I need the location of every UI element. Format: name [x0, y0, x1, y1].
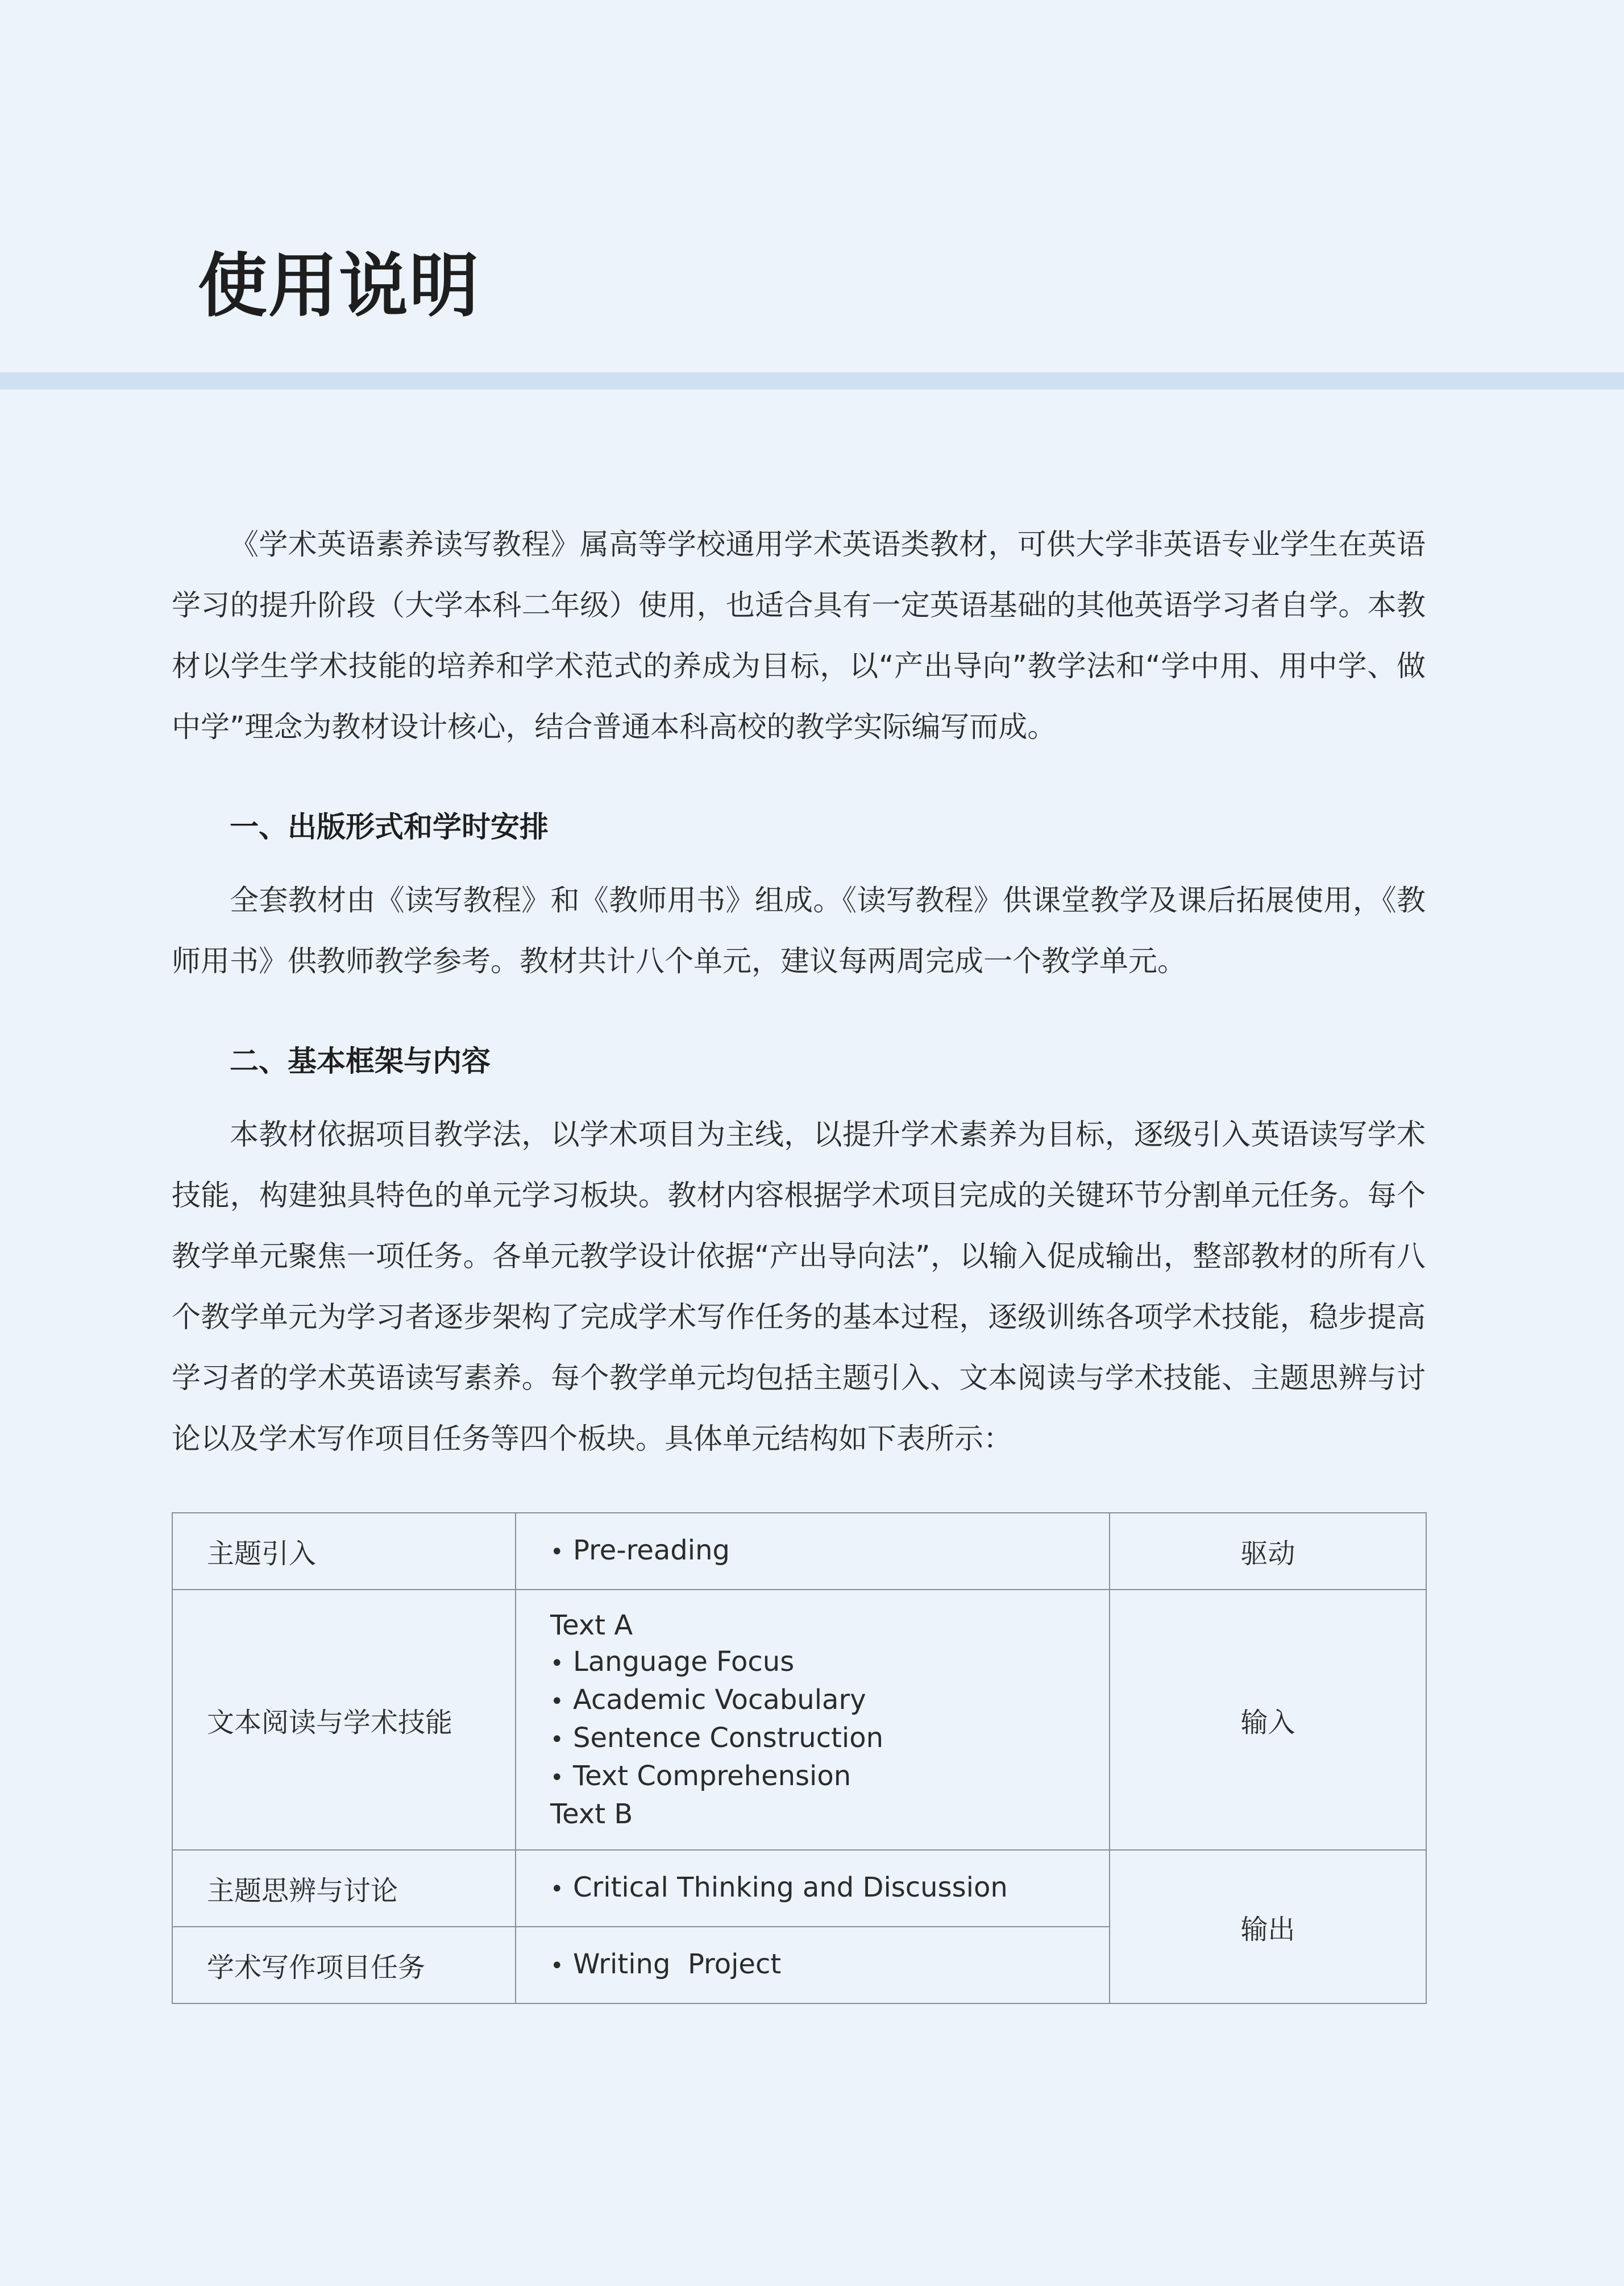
- table-cell-stage: 输出: [1110, 1850, 1426, 2003]
- intro-paragraph: 《学术英语素养读写教程》属高等学校通用学术英语类教材，可供大学非英语专业学生在英语学习的提升阶段（大学本科二年级）使用，也适合具有一定英语基础的其他英语学习者自学。本教材以学生学术技能的培养和学术范式的养成为目标，以“产出导向”教学法和“学中用、用中学、做中学”理念为教材设计核心，结合普通本科高校的教学实际编写而成。: [172, 528, 1426, 744]
- component-item: • Language Focus: [550, 1644, 1075, 1682]
- unit-structure-table: [172, 1512, 1427, 2004]
- table-row: [172, 1850, 1426, 1927]
- bullet-icon: •: [550, 1688, 564, 1715]
- component-item: • Academic Vocabulary: [550, 1682, 1075, 1720]
- table-row: [172, 1590, 1426, 1850]
- text-b-label: Text B: [550, 1798, 633, 1830]
- table-cell-section: 学术写作项目任务: [172, 1927, 516, 2003]
- table-cell-components: [516, 1850, 1110, 1927]
- table-cell-components: [516, 1513, 1110, 1590]
- component-item: • Writing Project: [550, 1946, 1075, 1984]
- table-cell-stage: 输入: [1110, 1590, 1426, 1850]
- table-cell-section: 文本阅读与学术技能: [172, 1590, 516, 1850]
- page-title: 使用说明: [198, 246, 480, 326]
- bullet-icon: •: [550, 1650, 564, 1677]
- bullet-icon: •: [550, 1539, 564, 1565]
- component-item: • Sentence Construction: [550, 1720, 1075, 1758]
- text-a-label: Text A: [550, 1609, 633, 1641]
- section-heading-framework: 二、基本框架与内容: [230, 1045, 491, 1078]
- bullet-icon: •: [550, 1953, 564, 1979]
- header-divider: [0, 372, 1624, 389]
- section-paragraph-framework: 本教材依据项目教学法，以学术项目为主线，以提升学术素养为目标，逐级引入英语读写学术技能，构建独具特色的单元学习板块。教材内容根据学术项目完成的关键环节分割单元任务。每个教学单元聚焦一项任务。各单元教学设计依据“产出导向法”，以输入促成输出，整部教材的所有八个教学单元为学习者逐步架构了完成学术写作任务的基本过程，逐级训练各项学术技能，稳步提高学习者的学术英语读写素养。每个教学单元均包括主题引入、文本阅读与学术技能、主题思辨与讨论以及学术写作项目任务等四个板块。具体单元结构如下表所示：: [172, 1118, 1426, 1456]
- table-row: [172, 1513, 1426, 1590]
- component-item: • Critical Thinking and Discussion: [550, 1869, 1075, 1907]
- document-body: [172, 515, 1426, 2004]
- table-cell-components: [516, 1927, 1110, 2003]
- component-item: • Text Comprehension: [550, 1758, 1075, 1796]
- bullet-icon: •: [550, 1727, 564, 1753]
- section-heading-publication: 一、出版形式和学时安排: [230, 811, 549, 844]
- bullet-icon: •: [550, 1876, 564, 1902]
- table-cell-stage: 驱动: [1110, 1513, 1426, 1590]
- table-cell-section: 主题思辨与讨论: [172, 1850, 516, 1927]
- section-paragraph-publication: 全套教材由《读写教程》和《教师用书》组成。《读写教程》供课堂教学及课后拓展使用，《教师用书》供教师教学参考。教材共计八个单元，建议每两周完成一个教学单元。: [172, 884, 1426, 978]
- table-cell-components: [516, 1590, 1110, 1850]
- component-item: • Pre-reading: [550, 1532, 1075, 1570]
- table-cell-section: 主题引入: [172, 1513, 516, 1590]
- bullet-icon: •: [550, 1765, 564, 1791]
